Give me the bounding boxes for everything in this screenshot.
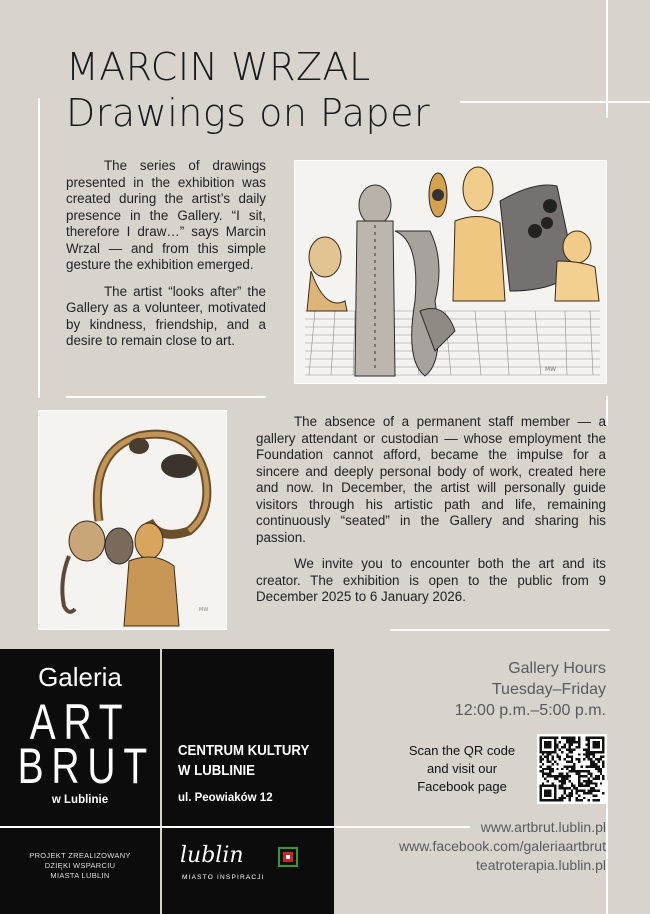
hours-days: Tuesday–Friday xyxy=(491,681,606,698)
gallery-hours xyxy=(455,658,606,721)
funding-note xyxy=(0,851,160,881)
facebook-qr-code[interactable] xyxy=(537,734,607,804)
frame-line-mid-horizontal xyxy=(66,396,266,398)
intro-text xyxy=(66,158,266,360)
body-paragraph-2: We invite you to encounter both the art and its creator. The exhibition is open to the public from 9 December 2025 to 6 January 2026. xyxy=(256,556,606,604)
link-theatre-therapy[interactable]: teatroterapia.lublin.pl xyxy=(476,857,606,873)
hours-title: Gallery Hours xyxy=(508,660,606,677)
frame-line-bottom-horizontal xyxy=(390,629,610,631)
exhibition-subtitle: Drawings on Paper xyxy=(66,91,431,135)
frame-line-top-horizontal xyxy=(460,101,650,103)
artwork-figures-drawing xyxy=(294,160,607,384)
qr-line2: and visit our xyxy=(426,761,498,776)
intro-paragraph-1: The series of drawings presented in the exhibition was created during the artist’s daily presence in the Gallery. “I sit, therefore I draw…” says Marcin Wrzal — and from this simple gesture the exhibition emerged. xyxy=(66,158,266,272)
link-facebook[interactable]: www.facebook.com/galeriaartbrut xyxy=(399,838,606,854)
culture-centre-line1: CENTRUM KULTURY xyxy=(178,742,310,759)
culture-centre-address: ul. Peowiaków 12 xyxy=(178,792,273,804)
artist-name: MARCIN WRZAL xyxy=(66,45,371,89)
funding-line3: MIASTA LUBLIN xyxy=(50,871,110,880)
qr-instructions xyxy=(400,742,524,796)
link-website[interactable]: www.artbrut.lublin.pl xyxy=(480,819,606,835)
body-text xyxy=(256,414,606,616)
culture-centre-name xyxy=(178,741,309,781)
svg-text:MW: MW xyxy=(199,607,209,613)
logo-art-text: ART xyxy=(29,694,131,750)
hours-time: 12:00 p.m.–5:00 p.m. xyxy=(454,702,606,719)
funding-line2: DZIĘKI WSPARCIU xyxy=(44,861,116,870)
culture-centre-line2: W LUBLINIE xyxy=(178,762,255,779)
logo-galeria-text: Galeria xyxy=(38,662,122,692)
lublin-emblem-icon xyxy=(278,847,298,867)
intro-paragraph-2: The artist “looks after” the Gallery as a volunteer, motivated by kindness, friendship, and a desire to remain close to art. xyxy=(66,283,266,348)
lublin-logo-wordmark: lublin xyxy=(180,843,244,868)
frame-line-right-lower xyxy=(606,396,608,426)
qr-line3: Facebook page xyxy=(417,779,507,794)
qr-line1: Scan the QR code xyxy=(408,743,516,758)
body-paragraph-1: The absence of a permanent staff member — a gallery attendant or custodian — whose employment the Foundation cannot afford, became the impulse for a sincere and deeply personal body of work, created here and now. In December, the artist will personally guide visitors through his artistic path and life, remaining continuously “seated” in the Gallery and sharing his passion. xyxy=(256,414,606,545)
funding-line1: PROJEKT ZREALIZOWANY xyxy=(29,851,131,860)
logo-city-text: w Lublinie xyxy=(51,794,109,806)
exhibition-title xyxy=(66,44,430,136)
artwork-creature-drawing xyxy=(38,410,227,630)
frame-line-left-vertical xyxy=(38,98,40,398)
lublin-logo-tagline: MIASTO INSPIRACJI xyxy=(182,874,265,881)
web-links xyxy=(399,818,606,875)
svg-text:MW: MW xyxy=(545,366,557,373)
lublin-city-logo xyxy=(178,843,308,885)
logo-brut-text: BRUT xyxy=(17,738,155,794)
